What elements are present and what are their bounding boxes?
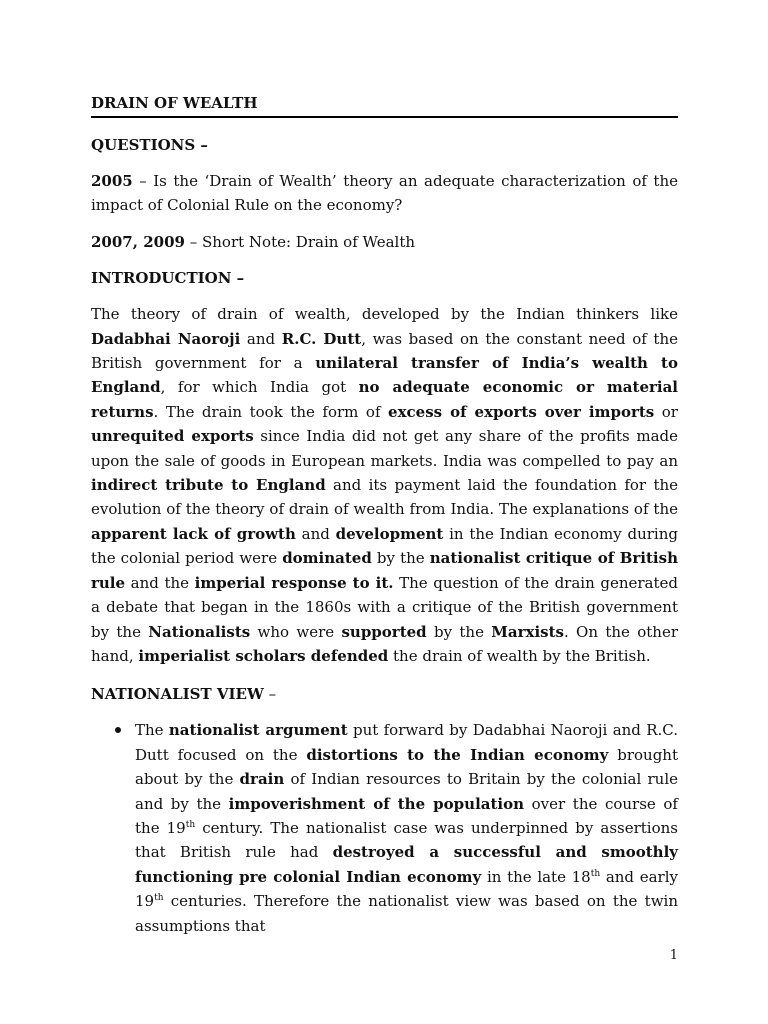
text-run: in the late 18 xyxy=(481,867,591,886)
text-run: and the xyxy=(125,573,195,592)
bold-text: Dadabhai Naoroji xyxy=(91,329,241,348)
bold-text: imperial response to it. xyxy=(194,573,394,592)
text-run: in the Indian economy during the colonial period were xyxy=(91,524,678,568)
text-run: . On the other hand, xyxy=(91,622,678,665)
list-item xyxy=(91,718,678,938)
text-run: and early 19 xyxy=(135,867,678,911)
text-run: The xyxy=(135,721,169,740)
nationalist-view-heading xyxy=(91,682,678,706)
text-run: . The drain took the form of xyxy=(153,402,389,421)
text-run: who were xyxy=(250,622,342,641)
text-run: and xyxy=(240,329,282,348)
text-run: brought about by the xyxy=(135,745,678,789)
question-year: 2007, 2009 xyxy=(91,232,185,251)
bold-text: nationalist argument xyxy=(168,721,348,740)
question-year: 2005 xyxy=(91,172,133,190)
page-number: 1 xyxy=(669,948,678,963)
text-run: and its payment laid the foundation for the evolution of the theory of drain of wealth from India. The explanations of the xyxy=(91,476,679,519)
text-run: century. The nationalist case was underpinned by assertions that British rule had xyxy=(135,818,678,862)
bold-text: unrequited exports xyxy=(91,427,254,446)
bold-text: development xyxy=(335,524,444,543)
text-run: the drain of wealth by the British. xyxy=(388,646,651,665)
bold-text: imperialist scholars defended xyxy=(138,646,389,665)
bold-text: no adequate economic or material returns xyxy=(91,378,679,421)
superscript: th xyxy=(590,868,601,879)
text-run: since India did not get any share of the profits made upon the sale of goods in European markets. India was compelled to pay an xyxy=(91,427,678,470)
superscript: th xyxy=(185,819,196,830)
text-run: The question of the drain generated a debate that began in the 1860s with a critique of the British government by the xyxy=(91,573,678,641)
bold-text: indirect tribute to England xyxy=(91,476,326,495)
question-text: – Short Note: Drain of Wealth xyxy=(184,232,416,251)
text-run: The theory of drain of wealth, developed by the Indian thinkers like xyxy=(91,305,678,324)
nationalist-view-heading-bold: NATIONALIST VIEW xyxy=(91,685,264,704)
bold-text: Nationalists xyxy=(148,622,251,641)
nationalist-argument-paragraph xyxy=(135,718,678,938)
questions-heading: QUESTIONS – xyxy=(91,136,208,154)
bold-text: dominated xyxy=(282,549,372,568)
introduction-heading: INTRODUCTION – xyxy=(91,269,245,288)
bold-text: destroyed a successful and smoothly functioning pre colonial Indian economy xyxy=(135,843,678,886)
bold-text: distortions to the Indian economy xyxy=(306,745,609,764)
question-2005 xyxy=(91,169,678,218)
nationalist-bullet-list xyxy=(91,718,678,938)
bullet-dot-icon xyxy=(115,727,121,733)
text-run: of Indian resources to Britain by the colonial rule and by the xyxy=(135,770,678,813)
text-run: or xyxy=(654,402,678,421)
bold-text: unilateral transfer of India’s wealth to England xyxy=(91,354,678,397)
document-page xyxy=(91,90,678,938)
text-run: by the xyxy=(371,549,430,568)
bold-text: apparent lack of growth xyxy=(91,524,296,543)
question-text: – Is the ‘Drain of Wealth’ theory an adequate characterization of the impact of Colonial Rule on the economy? xyxy=(91,172,678,215)
text-run: over the course of the 19 xyxy=(135,794,678,837)
bold-text: Marxists xyxy=(491,622,564,641)
superscript: th xyxy=(154,893,164,904)
text-run: , was based on the constant need of the British government for a xyxy=(91,329,678,373)
text-run: by the xyxy=(426,622,492,641)
question-2007-2009 xyxy=(91,230,678,254)
nationalist-view-heading-dash: – xyxy=(263,685,277,704)
document-title: DRAIN OF WEALTH xyxy=(91,90,678,118)
bold-text: impoverishment of the population xyxy=(228,794,525,813)
bold-text: excess of exports over imports xyxy=(388,402,655,421)
bold-text: drain xyxy=(239,770,285,789)
bold-text: R.C. Dutt xyxy=(281,329,362,348)
text-run: centuries. Therefore the nationalist view was based on the twin assumptions that xyxy=(135,892,678,935)
bold-text: supported xyxy=(341,622,427,641)
text-run: and xyxy=(295,524,336,543)
bold-text: nationalist critique of British rule xyxy=(91,549,678,592)
text-run: put forward by Dadabhai Naoroji and R.C. Dutt focused on the xyxy=(135,721,679,764)
introduction-paragraph xyxy=(91,302,678,668)
text-run: , for which India got xyxy=(160,378,359,397)
